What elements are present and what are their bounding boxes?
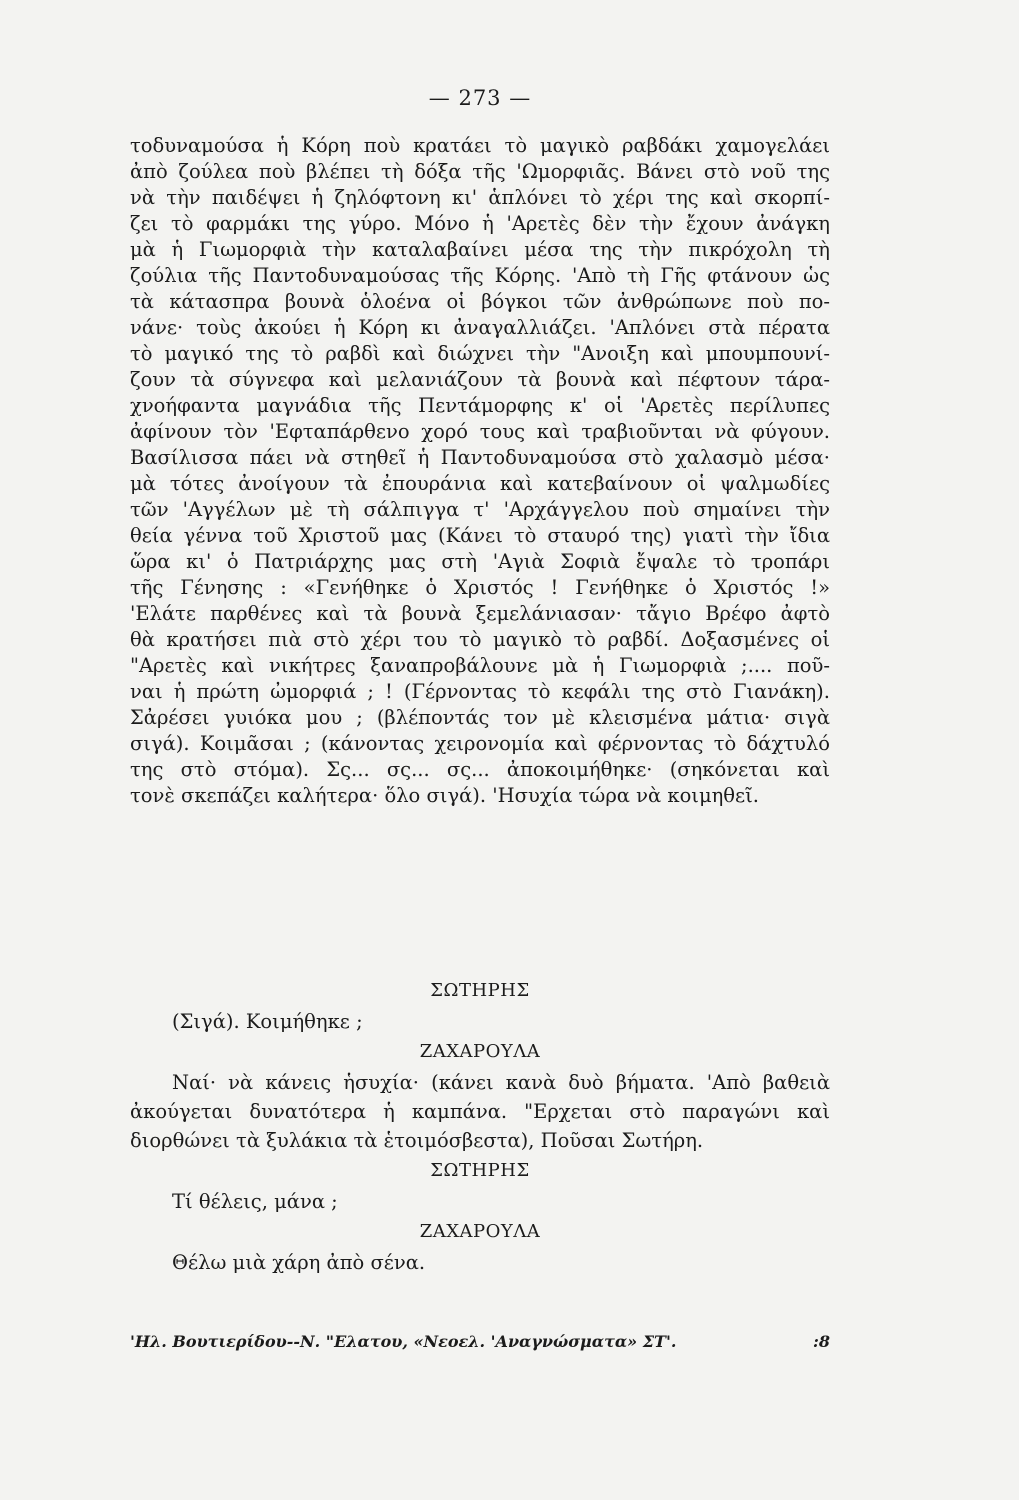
text-line: τὸ μαγικό της τὸ ραβδὶ καὶ διώχνει τὴν "Ανοιξη καὶ μπουμπουνί-: [130, 342, 830, 365]
text-line: 'Ελάτε παρθένες καὶ τὰ βουνὰ ξεμελάνιασαν· τἄγιο Βρέφο ἀφτὸ: [130, 602, 830, 625]
text-line: θὰ κρατήσει πιὰ στὸ χέρι του τὸ μαγικὸ τὸ ραβδί. Δοξασμένες οἱ: [130, 628, 830, 651]
speaker-name: ΖΑΧΑΡΟΥΛΑ: [419, 1041, 541, 1062]
speaker-name: ΣΩΤΗΡΗΣ: [430, 1160, 530, 1181]
text-line: τὰ κάτασπρα βουνὰ ὁλοένα οἱ βόγκοι τῶν ἀνθρώπωνε ποὺ πο-: [130, 290, 830, 313]
page-number: — 273 —: [428, 86, 532, 110]
footer-citation: 'Ηλ. Βουτιερίδου--Ν. "Ελατου, «Νεοελ. 'Αναγνώσματα» ΣΤ'.: [130, 1332, 677, 1351]
footer: [130, 1332, 830, 1351]
text-line: νὰ τὴν παιδέψει ἡ ζηλόφτονη κι' ἁπλόνει τὸ χέρι της καὶ σκορπί-: [130, 186, 830, 209]
signature-mark: :8: [812, 1332, 830, 1351]
text-line: ζούλια τῆς Παντοδυναμούσας τῆς Κόρης. 'Απὸ τὴ Γῆς φτάνουν ὡς: [130, 264, 830, 287]
text-line: θεία γέννα τοῦ Χριστοῦ μας (Κάνει τὸ σταυρό της) γιατὶ τὴν ἴδια: [130, 524, 830, 547]
text-line: νάνε· τοὺς ἀκούει ἡ Κόρη κι ἀναγαλλιάζει. 'Απλόνει στὰ πέρατα: [130, 316, 830, 339]
text-line: ζει τὸ φαρμάκι της γύρο. Μόνο ἡ 'Αρετὲς δὲν τὴν ἔχουν ἀνάγκη: [130, 212, 830, 235]
text-line: της στὸ στόμα). Σς... σς... σς... ἀποκοιμήθηκε· (σηκόνεται καὶ: [130, 758, 830, 781]
speaker-name: ΣΩΤΗΡΗΣ: [430, 980, 530, 1001]
dialogue-line: Ναί· νὰ κάνεις ἡσυχία· (κάνει κανὰ δυὸ βήματα. 'Απὸ βαθειὰ: [172, 1071, 830, 1094]
text-line: μὰ τότες ἀνοίγουν τὰ ἐπουράνια καὶ κατεβαίνουν οἱ ψαλμωδίες: [130, 472, 830, 495]
text-line: "Αρετὲς καὶ νικήτρες ξαναπροβάλουνε μὰ ἡ Γιωμορφιὰ ;.... ποῦ-: [130, 654, 830, 677]
text-line: τῆς Γένησης : «Γενήθηκε ὁ Χριστός ! Γενήθηκε ὁ Χριστός !»: [130, 576, 830, 599]
dialogue: [130, 975, 830, 1277]
text-line: ἀπὸ ζούλεα ποὺ βλέπει τὴ δόξα τῆς 'Ωμορφιᾶς. Βάνει στὸ νοῦ της: [130, 160, 830, 183]
text-line: Σἀρέσει γυιόκα μου ; (βλέποντάς τον μὲ κλεισμένα μάτια· σιγὰ: [130, 706, 830, 729]
dialogue-line: (Σιγά). Κοιμήθηκε ;: [172, 1010, 363, 1033]
text-line: τονὲ σκεπάζει καλήτερα· ὅλο σιγά). 'Ησυχία τώρα νὰ κοιμηθεῖ.: [130, 784, 759, 807]
text-line: τοδυναμούσα ἡ Κόρη ποὺ κρατάει τὸ μαγικὸ ραβδάκι χαμογελάει: [130, 134, 830, 157]
text-line: ζουν τὰ σύγνεφα καὶ μελανιάζουν τὰ βουνὰ καὶ πέφτουν τάρα-: [130, 368, 830, 391]
dialogue-line: Θέλω μιὰ χάρη ἀπὸ σένα.: [172, 1251, 426, 1274]
text-line: ὥρα κι' ὁ Πατριάρχης μας στὴ 'Αγιὰ Σοφιὰ ἔψαλε τὸ τροπάρι: [130, 550, 830, 573]
dialogue-line: ἀκούγεται δυνατότερα ἡ καμπάνα. "Ερχεται στὸ παραγώνι καὶ: [130, 1100, 830, 1123]
text-line: ναι ἡ πρώτη ὠμορφιά ; ! (Γέρνοντας τὸ κεφάλι της στὸ Γιανάκη).: [130, 680, 830, 703]
text-line: Βασίλισσα πάει νὰ στηθεῖ ἡ Παντοδυναμούσα στὸ χαλασμὸ μέσα·: [130, 446, 830, 469]
text-line: σιγά). Κοιμᾶσαι ; (κάνοντας χειρονομία καὶ φέρνοντας τὸ δάχτυλό: [130, 732, 830, 755]
text-line: τῶν 'Αγγέλων μὲ τὴ σάλπιγγα τ' 'Αρχάγγελου ποὺ σημαίνει τὴν: [130, 498, 830, 521]
speaker-name: ΖΑΧΑΡΟΥΛΑ: [419, 1221, 541, 1242]
body-text: [130, 133, 830, 809]
text-line: μὰ ἡ Γιωμορφιὰ τὴν καταλαβαίνει μέσα της τὴν πικρόχολη τὴ: [130, 238, 830, 261]
dialogue-line: διορθώνει τὰ ξυλάκια τὰ ἑτοιμόσβεστα), Ποῦσαι Σωτήρη.: [130, 1129, 704, 1152]
text-line: ἀφίνουν τὸν 'Εφταπάρθενο χορό τους καὶ τραβιοῦνται νὰ φύγουν.: [130, 420, 830, 443]
dialogue-line: Τί θέλεις, μάνα ;: [172, 1190, 338, 1213]
text-line: χνοήφαντα μαγνάδια τῆς Πεντάμορφης κ' οἱ 'Αρετὲς περίλυπες: [130, 394, 830, 417]
